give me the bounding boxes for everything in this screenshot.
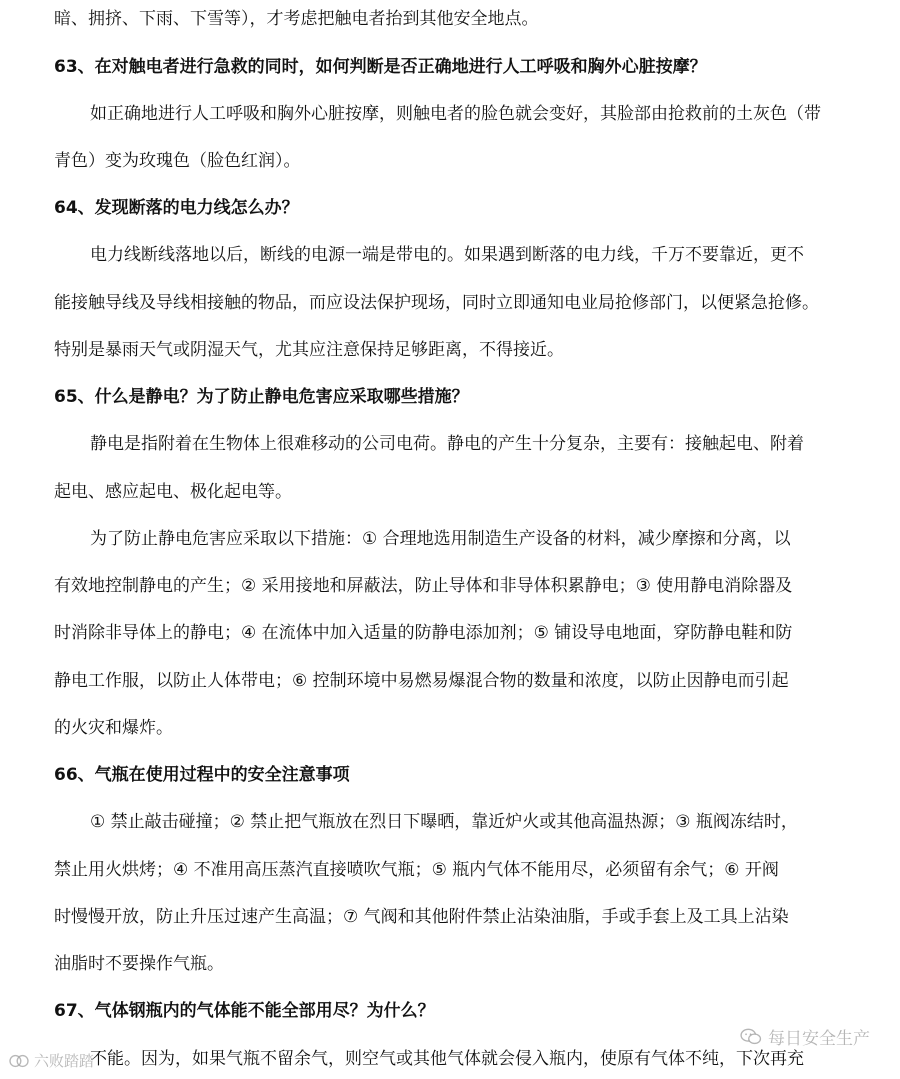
paragraph-line: 能接触导线及导线相接触的物品，而应设法保护现场，同时立即通知电业局抢修部门，以便紧急抢修。 (54, 293, 819, 313)
paragraph-line: 不能。因为，如果气瓶不留余气，则空气或其他气体就会侵入瓶内，使原有气体不纯，下次再充 (90, 1049, 804, 1069)
watermark-right-text: 每日安全生产 (768, 1029, 870, 1049)
paragraph-line: 静电工作服，以防止人体带电；⑥ 控制环境中易燃易爆混合物的数量和浓度，以防止因静电而引起 (54, 671, 789, 691)
watermark-logo-icon (8, 1052, 30, 1070)
paragraph-line: 如正确地进行人工呼吸和胸外心脏按摩，则触电者的脸色就会变好，其脸部由抢救前的土灰色（带 (90, 104, 821, 124)
question-heading-67: 67、气体钢瓶内的气体能不能全部用尽？为什么？ (54, 1001, 435, 1021)
question-heading-66: 66、气瓶在使用过程中的安全注意事项 (54, 765, 350, 785)
paragraph-line: 电力线断线落地以后，断线的电源一端是带电的。如果遇到断落的电力线，千万不要靠近，更不 (90, 245, 804, 265)
question-heading-65: 65、什么是静电？为了防止静电危害应采取哪些措施？ (54, 387, 469, 407)
paragraph-line: ① 禁止敲击碰撞；② 禁止把气瓶放在烈日下曝晒，靠近炉火或其他高温热源；③ 瓶阀冻结时， (90, 812, 798, 832)
paragraph-line: 暗、拥挤、下雨、下雪等），才考虑把触电者抬到其他安全地点。 (54, 9, 539, 29)
watermark-left (8, 1050, 94, 1071)
paragraph-line: 时消除非导体上的静电；④ 在流体中加入适量的防静电添加剂；⑤ 铺设导电地面，穿防静电鞋和防 (54, 623, 793, 643)
paragraph-line: 油脂时不要操作气瓶。 (54, 954, 224, 974)
paragraph-line: 有效地控制静电的产生；② 采用接地和屏蔽法，防止导体和非导体积累静电；③ 使用静电消除器及 (54, 576, 793, 596)
watermark-right (740, 1024, 870, 1049)
paragraph-line: 特别是暴雨天气或阴湿天气，尤其应注意保持足够距离，不得接近。 (54, 340, 564, 360)
paragraph-line: 时慢慢开放，防止升压过速产生高温；⑦ 气阀和其他附件禁止沾染油脂，手或手套上及工具上沾染 (54, 907, 789, 927)
paragraph-line: 起电、感应起电、极化起电等。 (54, 482, 292, 502)
question-heading-64: 64、发现断落的电力线怎么办？ (54, 198, 299, 218)
watermark-left-text: 六败踏踏 (34, 1052, 95, 1070)
paragraph-line: 青色）变为玫瑰色（脸色红润）。 (54, 151, 301, 171)
paragraph-line: 静电是指附着在生物体上很难移动的公司电荷。静电的产生十分复杂，主要有：接触起电、附着 (90, 434, 804, 454)
paragraph-line: 为了防止静电危害应采取以下措施：① 合理地选用制造生产设备的材料，减少摩擦和分离，以 (90, 529, 791, 549)
question-heading-63: 63、在对触电者进行急救的同时，如何判断是否正确地进行人工呼吸和胸外心脏按摩？ (54, 57, 707, 77)
wechat-icon (740, 1028, 762, 1046)
paragraph-line: 的火灾和爆炸。 (54, 718, 173, 738)
paragraph-line: 禁止用火烘烤；④ 不准用高压蒸汽直接喷吹气瓶；⑤ 瓶内气体不能用尽，必须留有余气；⑥ 开阀 (54, 860, 779, 880)
